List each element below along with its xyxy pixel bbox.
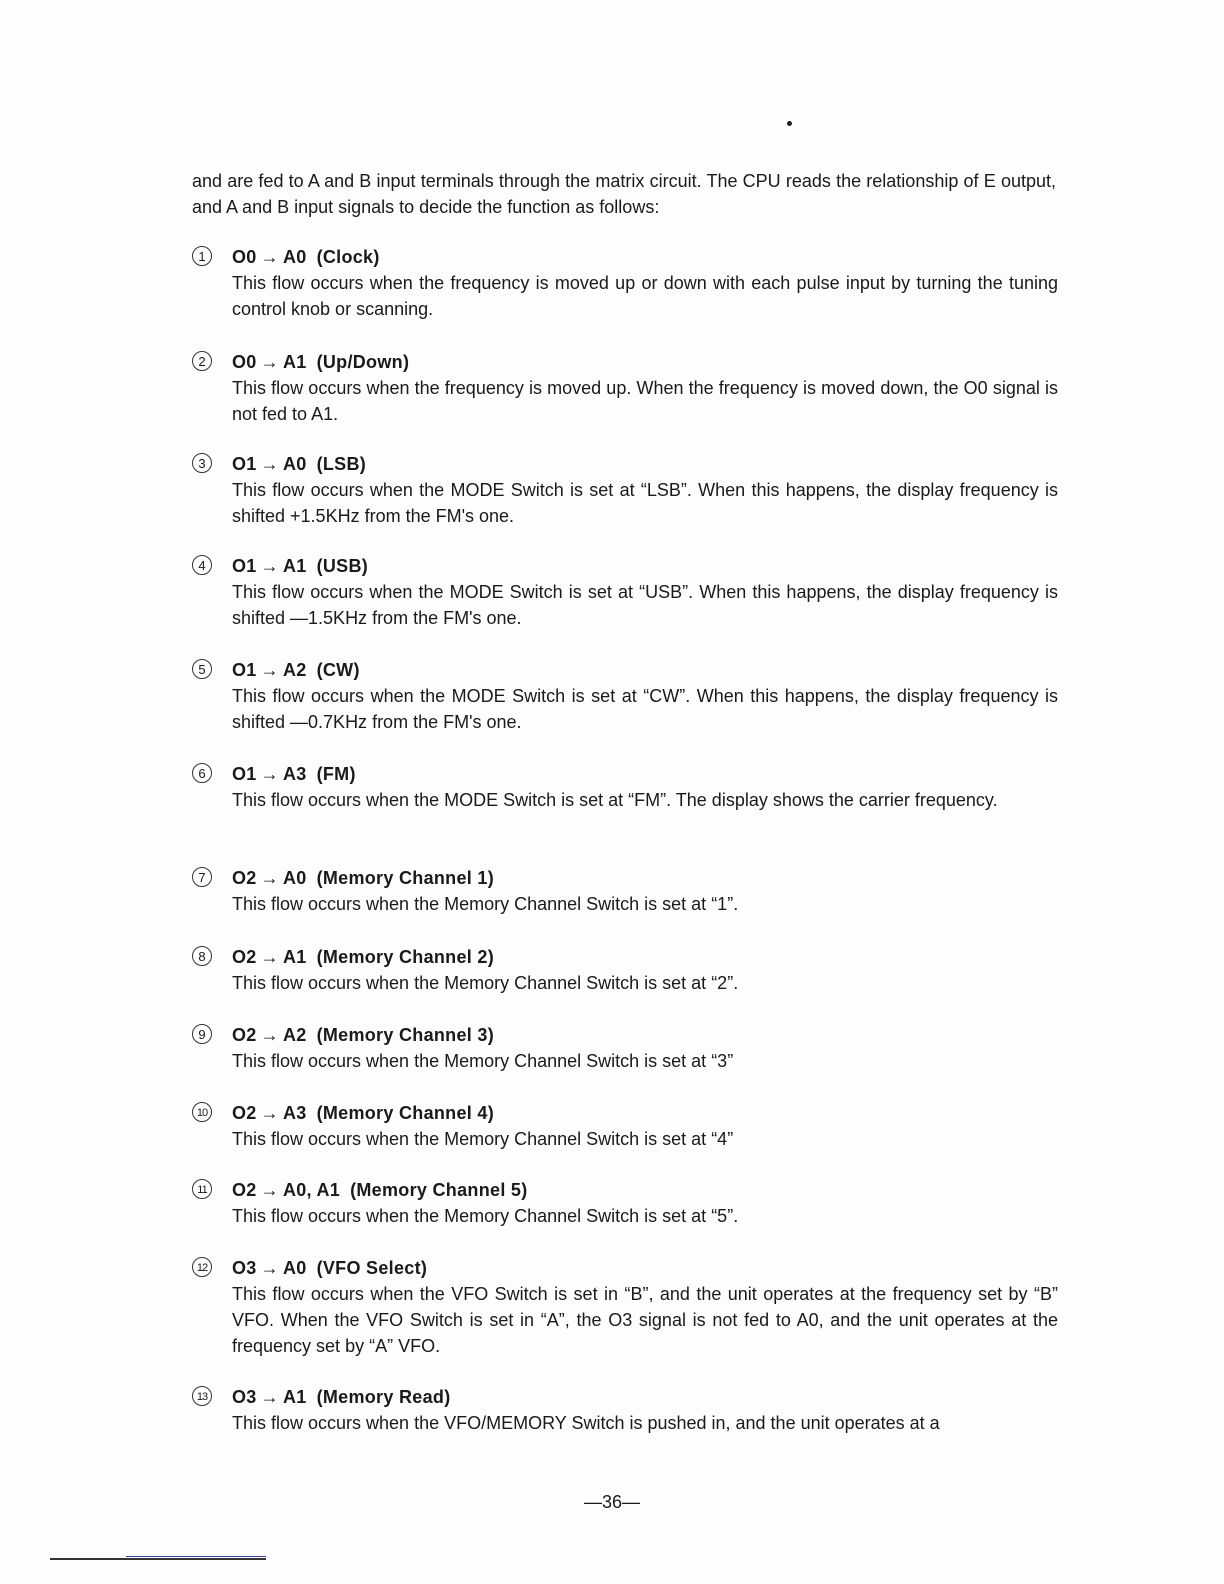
item-heading: O1 → A1 (USB) xyxy=(232,556,369,576)
item-number: 11 xyxy=(192,1179,212,1199)
item-body: This flow occurs when the Memory Channel Switch is set at “5”. xyxy=(232,1206,739,1226)
item-body: This flow occurs when the VFO/MEMORY Switch is pushed in, and the unit operates at a xyxy=(232,1413,940,1433)
list-item xyxy=(192,1177,1058,1229)
item-body: This flow occurs when the VFO Switch is set in “B”, and the unit operates at the frequency set by “B” VFO. When the VFO Switch is set in “A”, the O3 signal is not fed to A0, and the unit operates at the frequency set by “A” VFO. xyxy=(232,1284,1058,1356)
scan-edge-line-blue xyxy=(126,1556,266,1557)
list-item xyxy=(192,657,1058,735)
item-number: 9 xyxy=(192,1024,212,1044)
item-heading: O2 → A3 (Memory Channel 4) xyxy=(232,1103,494,1123)
list-item xyxy=(192,761,1058,813)
list-item xyxy=(192,1100,1058,1152)
list-item xyxy=(192,553,1058,631)
item-heading: O0 → A1 (Up/Down) xyxy=(232,352,410,372)
item-heading: O2 → A2 (Memory Channel 3) xyxy=(232,1025,494,1045)
list-item xyxy=(192,451,1058,529)
list-item xyxy=(192,244,1058,322)
page-number: —36— xyxy=(583,1492,641,1512)
item-heading: O0 → A0 (Clock) xyxy=(232,247,380,267)
list-item xyxy=(192,1384,1058,1436)
list-item xyxy=(192,865,1058,917)
item-body: This flow occurs when the Memory Channel Switch is set at “1”. xyxy=(232,894,739,914)
list-item xyxy=(192,1022,1058,1074)
item-number: 7 xyxy=(192,867,212,887)
scan-edge-line xyxy=(50,1558,266,1560)
item-heading: O3 → A1 (Memory Read) xyxy=(232,1387,451,1407)
item-number: 12 xyxy=(192,1257,212,1277)
intro-paragraph: and are fed to A and B input terminals through the matrix circuit. The CPU reads the relationship of E output, and A and B input signals to decide the function as follows: xyxy=(192,171,1056,217)
item-number: 3 xyxy=(192,453,212,473)
item-body: This flow occurs when the Memory Channel Switch is set at “3” xyxy=(232,1051,734,1071)
item-body: This flow occurs when the frequency is moved up. When the frequency is moved down, the O0 signal is not fed to A1. xyxy=(232,378,1058,424)
item-body: This flow occurs when the MODE Switch is set at “FM”. The display shows the carrier frequency. xyxy=(232,790,998,810)
item-number: 1 xyxy=(192,246,212,266)
item-number: 6 xyxy=(192,763,212,783)
item-number: 2 xyxy=(192,351,212,371)
list-item xyxy=(192,349,1058,427)
item-number: 5 xyxy=(192,659,212,679)
list-item xyxy=(192,944,1058,996)
item-number: 10 xyxy=(192,1102,212,1122)
item-body: This flow occurs when the Memory Channel Switch is set at “2”. xyxy=(232,973,739,993)
item-body: This flow occurs when the MODE Switch is set at “USB”. When this happens, the display frequency is shifted —1.5KHz from the FM's one. xyxy=(232,582,1058,628)
item-body: This flow occurs when the MODE Switch is set at “LSB”. When this happens, the display frequency is shifted +1.5KHz from the FM's one. xyxy=(232,480,1058,526)
item-body: This flow occurs when the frequency is moved up or down with each pulse input by turning the tuning control knob or scanning. xyxy=(232,273,1058,319)
item-number: 13 xyxy=(192,1386,212,1406)
item-heading: O1 → A0 (LSB) xyxy=(232,454,367,474)
item-heading: O2 → A0, A1 (Memory Channel 5) xyxy=(232,1180,528,1200)
item-number: 8 xyxy=(192,946,212,966)
item-body: This flow occurs when the MODE Switch is set at “CW”. When this happens, the display frequency is shifted —0.7KHz from the FM's one. xyxy=(232,686,1058,732)
list-item xyxy=(192,1255,1058,1359)
item-heading: O1 → A2 (CW) xyxy=(232,660,360,680)
item-heading: O2 → A0 (Memory Channel 1) xyxy=(232,868,494,888)
item-number: 4 xyxy=(192,555,212,575)
stray-dot xyxy=(787,121,792,126)
item-heading: O1 → A3 (FM) xyxy=(232,764,356,784)
item-heading: O3 → A0 (VFO Select) xyxy=(232,1258,428,1278)
item-body: This flow occurs when the Memory Channel Switch is set at “4” xyxy=(232,1129,734,1149)
item-heading: O2 → A1 (Memory Channel 2) xyxy=(232,947,494,967)
